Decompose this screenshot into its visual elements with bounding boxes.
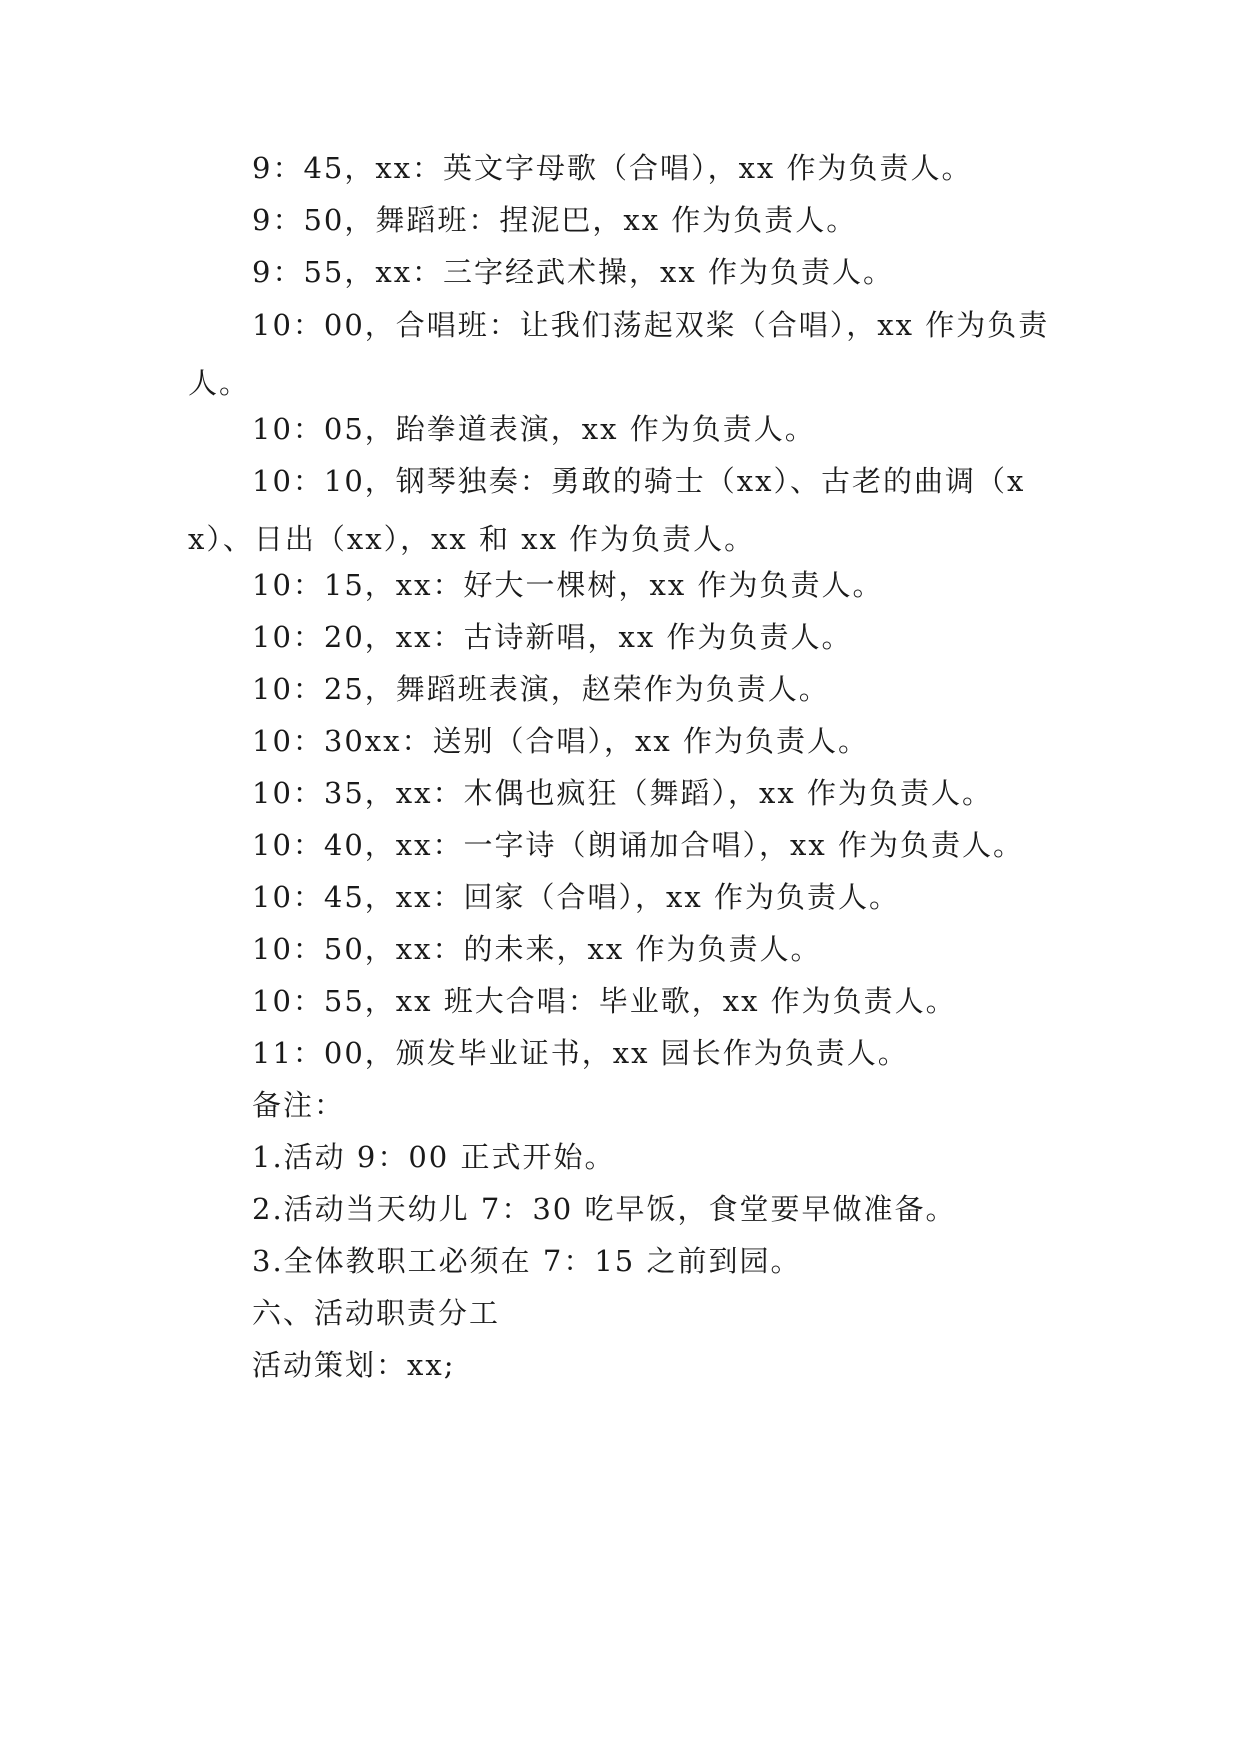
schedule-item-1050: 10：50，xx：的未来，xx 作为负责人。 <box>252 932 822 966</box>
note-item-3: 3.全体教职工必须在 7：15 之前到园。 <box>252 1244 802 1278</box>
schedule-item-0955: 9：55，xx：三字经武术操，xx 作为负责人。 <box>252 255 894 289</box>
note-item-1: 1.活动 9：00 正式开始。 <box>252 1140 616 1174</box>
schedule-item-1010: 10：10，钢琴独奏：勇敢的骑士（xx）、古老的曲调（xx）、日出（xx），xx 和 xx 作为负责人。 <box>188 464 1026 556</box>
schedule-item-1005: 10：05，跆拳道表演，xx 作为负责人。 <box>252 412 816 446</box>
note-item-2: 2.活动当天幼儿 7：30 吃早饭，食堂要早做准备。 <box>252 1192 957 1226</box>
duty-item: 活动策划：xx; <box>252 1348 456 1382</box>
notes-heading: 备注： <box>252 1088 346 1122</box>
schedule-item-1015: 10：15，xx：好大一棵树，xx 作为负责人。 <box>252 568 884 602</box>
schedule-item-1100: 11：00，颁发毕业证书，xx 园长作为负责人。 <box>252 1036 909 1070</box>
schedule-item-1035: 10：35，xx：木偶也疯狂（舞蹈），xx 作为负责人。 <box>252 776 993 810</box>
schedule-item-1055: 10：55，xx 班大合唱：毕业歌，xx 作为负责人。 <box>252 984 957 1018</box>
section-heading: 六、活动职责分工 <box>252 1296 501 1330</box>
schedule-item-1030: 10：30xx：送别（合唱），xx 作为负责人。 <box>252 724 869 758</box>
schedule-item-0945: 9：45，xx：英文字母歌（合唱），xx 作为负责人。 <box>252 151 973 185</box>
schedule-item-1045: 10：45，xx：回家（合唱），xx 作为负责人。 <box>252 880 900 914</box>
schedule-item-1040: 10：40，xx：一字诗（朗诵加合唱），xx 作为负责人。 <box>252 828 1024 862</box>
schedule-item-1020: 10：20，xx：古诗新唱，xx 作为负责人。 <box>252 620 853 654</box>
schedule-item-1000: 10：00，合唱班：让我们荡起双桨（合唱），xx 作为负责人。 <box>188 308 1050 400</box>
schedule-item-0950: 9：50，舞蹈班：捏泥巴，xx 作为负责人。 <box>252 203 858 237</box>
schedule-item-1025: 10：25，舞蹈班表演，赵荣作为负责人。 <box>252 672 830 706</box>
